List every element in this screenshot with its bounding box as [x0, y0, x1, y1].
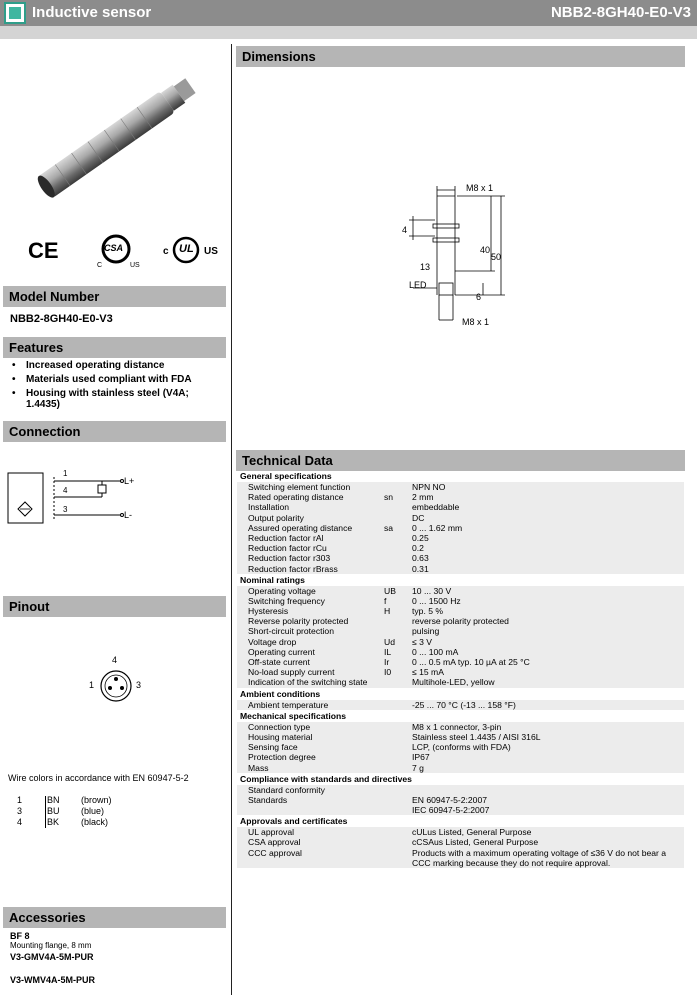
ul-mark-us: US	[204, 246, 218, 257]
tech-label: Connection type	[237, 722, 384, 732]
tech-value: embeddable	[412, 502, 684, 512]
accessory-desc: Mounting flange, 8 mm	[10, 941, 92, 950]
dim-thread-bot: M8 x 1	[462, 317, 490, 327]
accessories-heading: Accessories	[3, 907, 226, 928]
tech-symbol: Ir	[384, 657, 412, 667]
csa-mark-text: CSA	[104, 243, 124, 253]
tech-row	[237, 752, 684, 762]
tech-value: IEC 60947-5-2:2007	[412, 805, 684, 815]
tech-row	[237, 795, 684, 805]
model-number-heading: Model Number	[3, 286, 226, 307]
tech-label: Switching element function	[237, 482, 384, 492]
tech-label: Assured operating distance	[237, 523, 384, 533]
tech-label: Reduction factor rAl	[237, 533, 384, 543]
pinout-connector-icon	[98, 668, 134, 704]
tech-symbol: IL	[384, 647, 412, 657]
tech-label: UL approval	[237, 827, 384, 837]
tech-label: Reduction factor rCu	[237, 543, 384, 553]
tech-symbol	[384, 752, 412, 762]
tech-symbol	[384, 848, 412, 868]
feature-item: • Materials used compliant with FDA	[10, 374, 220, 385]
header-model: NBB2-8GH40-E0-V3	[550, 4, 691, 21]
tech-value: 0 ... 0.5 mA typ. 10 µA at 25 °C	[412, 657, 684, 667]
dim-thread-top: M8 x 1	[466, 183, 494, 193]
tech-label: CSA approval	[237, 837, 384, 847]
tech-value: ≤ 15 mA	[412, 667, 684, 677]
pinout-pin1: 1	[89, 680, 95, 690]
wire-color-list	[17, 795, 112, 828]
tech-row	[237, 543, 684, 553]
tech-row	[237, 626, 684, 636]
tech-label: Installation	[237, 502, 384, 512]
ul-mark-c: c	[163, 246, 169, 257]
wire-row: 4 BK (black)	[17, 817, 109, 827]
feature-item: • Housing with stainless steel (V4A; 1.4435)	[10, 388, 220, 410]
tech-value: M8 x 1 connector, 3-pin	[412, 722, 684, 732]
column-divider	[231, 44, 232, 995]
tech-row	[237, 805, 684, 815]
tech-label: Indication of the switching state	[237, 677, 384, 687]
tech-group-heading: Compliance with standards and directives	[240, 773, 412, 784]
model-number-value: NBB2-8GH40-E0-V3	[10, 313, 113, 325]
tech-label: Voltage drop	[237, 637, 384, 647]
tech-row	[237, 785, 684, 795]
dim-led-label: LED	[409, 280, 427, 290]
dim-40: 40	[480, 245, 491, 255]
pinout-pin4: 4	[112, 655, 118, 665]
tech-value: 0.31	[412, 564, 684, 574]
tech-value: ≤ 3 V	[412, 637, 684, 647]
tech-row	[237, 586, 684, 596]
features-heading: Features	[3, 337, 226, 358]
tech-row	[237, 553, 684, 563]
pinout-pin3: 3	[136, 680, 142, 690]
tech-value: 2 mm	[412, 492, 684, 502]
tech-value: DC	[412, 513, 684, 523]
connection-lplus: L+	[124, 476, 135, 486]
tech-symbol	[384, 722, 412, 732]
wire-row: 1 BN (brown)	[17, 795, 112, 805]
tech-label: Standards	[237, 795, 384, 805]
tech-value: 0.2	[412, 543, 684, 553]
tech-symbol	[384, 564, 412, 574]
tech-row	[237, 596, 684, 606]
tech-value: pulsing	[412, 626, 684, 636]
tech-value: NPN NO	[412, 482, 684, 492]
tech-symbol: H	[384, 606, 412, 616]
dim-4: 4	[402, 225, 408, 235]
dim-13: 13	[420, 262, 431, 272]
header-bar	[0, 0, 697, 26]
tech-value: 7 g	[412, 763, 684, 773]
tech-group-heading: Nominal ratings	[240, 574, 305, 585]
tech-symbol	[384, 700, 412, 710]
tech-value: -25 ... 70 °C (-13 ... 158 °F)	[412, 700, 684, 710]
connection-pin4: 4	[63, 486, 68, 495]
sub-bar	[0, 26, 697, 39]
tech-row	[237, 742, 684, 752]
tech-label: Hysteresis	[237, 606, 384, 616]
tech-label: No-load supply current	[237, 667, 384, 677]
tech-value: 0.63	[412, 553, 684, 563]
accessory-name: V3-GMV4A-5M-PUR	[10, 952, 94, 962]
tech-value: 0.25	[412, 533, 684, 543]
tech-row	[237, 616, 684, 626]
tech-label: Reduction factor rBrass	[237, 564, 384, 574]
tech-label: Mass	[237, 763, 384, 773]
tech-group-heading: Mechanical specifications	[240, 710, 347, 721]
tech-symbol: sn	[384, 492, 412, 502]
features-list	[10, 360, 220, 413]
tech-row	[237, 482, 684, 492]
tech-value: Multihole-LED, yellow	[412, 677, 684, 687]
feature-item: • Increased operating distance	[10, 360, 220, 371]
wire-row: 3 BU (blue)	[17, 806, 105, 816]
tech-symbol	[384, 553, 412, 563]
ul-mark-text: UL	[179, 243, 194, 255]
tech-label: Housing material	[237, 732, 384, 742]
tech-row	[237, 657, 684, 667]
tech-symbol	[384, 533, 412, 543]
tech-symbol	[384, 805, 412, 815]
tech-value: LCP, (conforms with FDA)	[412, 742, 684, 752]
tech-symbol	[384, 513, 412, 523]
accessory-name: BF 8	[10, 931, 30, 941]
connection-diagram	[6, 463, 146, 533]
tech-symbol: f	[384, 596, 412, 606]
csa-mark-us: US	[130, 262, 140, 269]
tech-row	[237, 827, 684, 837]
tech-label: Rated operating distance	[237, 492, 384, 502]
wire-divider	[45, 796, 46, 828]
tech-row	[237, 513, 684, 523]
dim-50: 50	[491, 252, 502, 262]
csa-mark-c: C	[97, 262, 103, 269]
tech-label: Ambient temperature	[237, 700, 384, 710]
tech-symbol: I0	[384, 667, 412, 677]
product-image	[20, 60, 220, 210]
tech-value: Stainless steel 1.4435 / AISI 316L	[412, 732, 684, 742]
tech-row	[237, 606, 684, 616]
tech-value: IP67	[412, 752, 684, 762]
tech-symbol	[384, 837, 412, 847]
tech-row	[237, 533, 684, 543]
tech-value: 0 ... 1.62 mm	[412, 523, 684, 533]
tech-symbol	[384, 785, 412, 795]
tech-symbol	[384, 616, 412, 626]
tech-symbol: Ud	[384, 637, 412, 647]
tech-row	[237, 848, 684, 868]
tech-label: Output polarity	[237, 513, 384, 523]
tech-label: Off-state current	[237, 657, 384, 667]
technical-data-table	[237, 470, 684, 868]
tech-symbol	[384, 482, 412, 492]
pinout-heading: Pinout	[3, 596, 226, 617]
dimensions-heading: Dimensions	[236, 46, 685, 67]
tech-label: Operating current	[237, 647, 384, 657]
tech-value: 0 ... 1500 Hz	[412, 596, 684, 606]
tech-row	[237, 677, 684, 687]
tech-row	[237, 637, 684, 647]
tech-row	[237, 700, 684, 710]
tech-label: Protection degree	[237, 752, 384, 762]
tech-label	[237, 805, 384, 815]
technical-data-heading: Technical Data	[236, 450, 685, 471]
tech-group-heading: General specifications	[240, 471, 332, 481]
tech-value: cULus Listed, General Purpose	[412, 827, 684, 837]
tech-row	[237, 647, 684, 657]
tech-symbol	[384, 677, 412, 687]
tech-label: Reduction factor r303	[237, 553, 384, 563]
wire-color-note: Wire colors in accordance with EN 60947-5-2	[8, 773, 189, 783]
tech-row	[237, 492, 684, 502]
tech-value: 0 ... 100 mA	[412, 647, 684, 657]
dimension-drawing	[405, 180, 525, 330]
tech-value: 10 ... 30 V	[412, 586, 684, 596]
tech-symbol	[384, 732, 412, 742]
tech-symbol	[384, 502, 412, 512]
brand-logo-icon	[4, 2, 26, 24]
tech-symbol: UB	[384, 586, 412, 596]
tech-value	[412, 785, 684, 795]
tech-value: typ. 5 %	[412, 606, 684, 616]
tech-row	[237, 722, 684, 732]
tech-row	[237, 667, 684, 677]
tech-symbol	[384, 543, 412, 553]
tech-group-heading: Ambient conditions	[240, 688, 321, 699]
connection-lminus: L-	[124, 510, 133, 520]
tech-group-heading: Approvals and certificates	[240, 816, 348, 827]
tech-row	[237, 732, 684, 742]
tech-row	[237, 523, 684, 533]
tech-label: CCC approval	[237, 848, 384, 868]
tech-symbol	[384, 827, 412, 837]
dim-6: 6	[476, 292, 482, 302]
tech-value: EN 60947-5-2:2007	[412, 795, 684, 805]
connection-heading: Connection	[3, 421, 226, 442]
tech-label: Switching frequency	[237, 596, 384, 606]
tech-value: Products with a maximum operating voltage of ≤36 V do not bear a CCC marking because they do not require approval.	[412, 848, 684, 868]
tech-label: Sensing face	[237, 742, 384, 752]
accessory-name: V3-WMV4A-5M-PUR	[10, 975, 96, 985]
tech-value: cCSAus Listed, General Purpose	[412, 837, 684, 847]
tech-row	[237, 837, 684, 847]
tech-row	[237, 763, 684, 773]
tech-symbol	[384, 626, 412, 636]
tech-label: Standard conformity	[237, 785, 384, 795]
ce-mark-icon: CE	[28, 238, 59, 263]
tech-label: Short-circuit protection	[237, 626, 384, 636]
tech-symbol: sa	[384, 523, 412, 533]
connection-pin1: 1	[63, 469, 68, 478]
tech-label: Operating voltage	[237, 586, 384, 596]
tech-symbol	[384, 742, 412, 752]
page-title: Inductive sensor	[32, 4, 152, 21]
connection-pin3: 3	[63, 505, 68, 514]
tech-symbol	[384, 763, 412, 773]
tech-symbol	[384, 795, 412, 805]
tech-row	[237, 502, 684, 512]
tech-row	[237, 564, 684, 574]
tech-label: Reverse polarity protected	[237, 616, 384, 626]
tech-value: reverse polarity protected	[412, 616, 684, 626]
